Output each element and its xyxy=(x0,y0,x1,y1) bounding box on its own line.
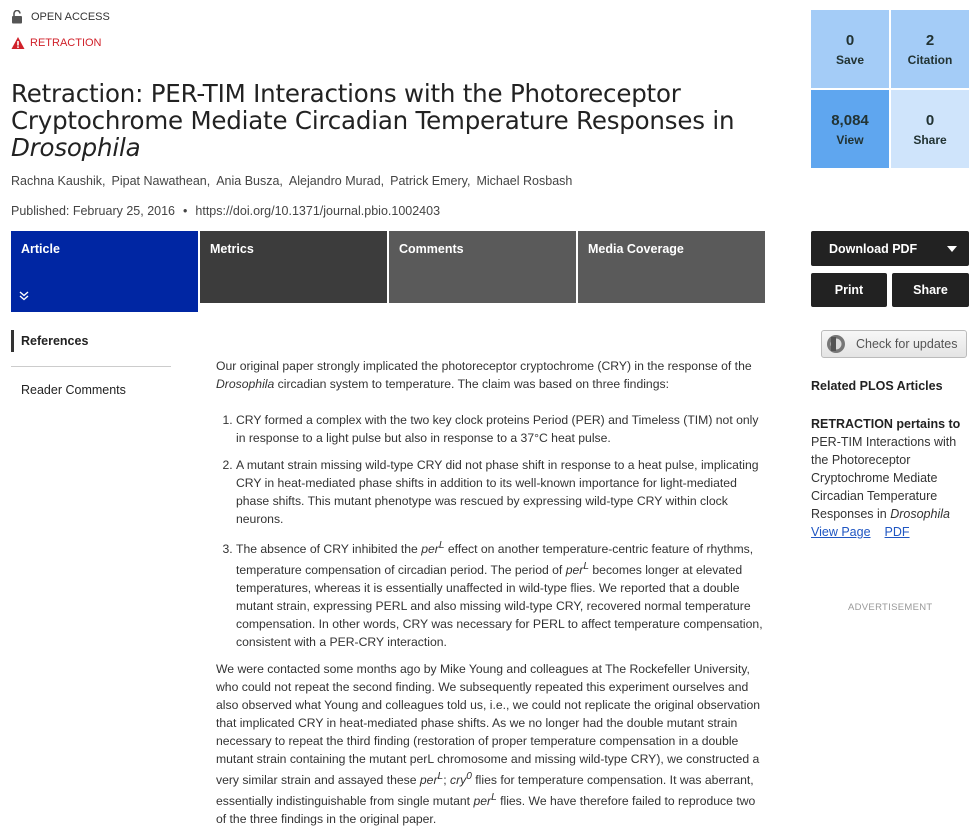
nav-divider xyxy=(11,366,171,367)
tab-comments[interactable] xyxy=(389,231,576,303)
print-button[interactable]: Print xyxy=(811,273,887,307)
metric-save[interactable] xyxy=(811,10,889,88)
metric-citation-count: 2 xyxy=(925,31,935,49)
view-page-link[interactable]: View Page xyxy=(811,525,871,539)
metric-view-label: View xyxy=(836,132,864,147)
publication-info xyxy=(11,204,440,218)
article-metrics xyxy=(811,10,970,169)
tab-comments-label: Comments xyxy=(399,242,464,256)
doi-link[interactable]: https://doi.org/10.1371/journal.pbio.1002403 xyxy=(195,204,441,218)
author-list xyxy=(11,174,578,188)
author-link[interactable]: Rachna Kaushik, xyxy=(11,174,106,188)
metric-share-label: Share xyxy=(913,132,947,147)
pdf-link[interactable]: PDF xyxy=(884,525,910,539)
unlock-icon xyxy=(11,10,23,24)
author-link[interactable]: Patrick Emery, xyxy=(390,174,471,188)
title-italic: Drosophila xyxy=(11,133,141,162)
metric-share-count: 0 xyxy=(925,111,935,129)
author-link[interactable]: Alejandro Murad, xyxy=(288,174,385,188)
page-title xyxy=(11,80,771,161)
share-button[interactable]: Share xyxy=(892,273,969,307)
tab-metrics-label: Metrics xyxy=(210,242,254,256)
tab-article-label: Article xyxy=(21,242,60,256)
related-articles-heading: Related PLOS Articles xyxy=(811,379,943,393)
author-link[interactable]: Ania Busza, xyxy=(216,174,283,188)
findings-list xyxy=(216,411,768,651)
nav-item-references[interactable]: References xyxy=(11,330,171,352)
open-access-badge xyxy=(11,10,110,24)
metric-view-count: 8,084 xyxy=(831,111,869,129)
metric-save-count: 0 xyxy=(845,31,855,49)
tab-metrics[interactable] xyxy=(200,231,387,303)
author-link[interactable]: Pipat Nawathean, xyxy=(111,174,211,188)
check-for-updates-button[interactable] xyxy=(821,330,967,358)
retraction-badge xyxy=(11,36,102,50)
metric-save-label: Save xyxy=(835,52,865,67)
open-access-label: OPEN ACCESS xyxy=(31,11,110,23)
list-item: 3. The absence of CRY inhibited the per$^L$ effect on another temperature-centric feature of rhythms, temperature compensation of circadian period. The period of per$^L$ becomes longer at elevated temperatures, whereas it is essentially unaffected in wild-type flies. We reported that a double mutant strain, expressing PERL and also missing wild-type CRY, recovered normal temperature compensation. In other words, CRY was necessary for PERL to affect temperature compensation, consistent with a PER-CRY interaction. xyxy=(236,537,768,651)
tab-media-coverage[interactable] xyxy=(578,231,765,303)
body-paragraph: We were contacted some months ago by Mike Young and colleagues at The Rockefeller University, who could not repeat the second finding. We subsequently repeated this experiment ourselves and also observed what Young and colleagues told us, i.e., we could not replicate the original observation that implicated CRY in heat-mediated phase shifts. As we no longer had the double mutant strain necessary to repeat the third finding (restoration of proper temperature compensation in a double mutant strain containing the mutant perL chromosome and missing wild-type CRY), we constructed a very similar strain and assayed these per$^L$; cry$^0$ flies for temperature compensation. It was aberrant, essentially indistinguishable from single mutant per$^L$ flies. We have therefore failed to reproduce two of the three findings in the original paper. xyxy=(216,662,761,827)
download-pdf-label: Download PDF xyxy=(829,241,918,256)
title-main: Retraction: PER-TIM Interactions with the Photoreceptor Cryptochrome Mediate Circadian Temperature Responses in xyxy=(11,79,735,135)
crossmark-icon xyxy=(826,334,846,354)
list-item: 2. A mutant strain missing wild-type CRY did not phase shift in response to a heat pulse, implicating CRY in heat-mediated phase shifts in addition to its well-known importance for light-mediated phase shifts. This mutant phenotype was rescued by expressing wild-type CRY within clock neurons. xyxy=(236,456,768,528)
published-date: Published: February 25, 2016 xyxy=(11,204,175,218)
retraction-label: RETRACTION xyxy=(30,37,102,49)
metric-view[interactable] xyxy=(811,90,889,168)
article-body xyxy=(216,357,768,833)
author-link[interactable]: Michael Rosbash xyxy=(476,174,573,188)
related-links xyxy=(811,523,971,541)
body-paragraph: Our original paper strongly implicated the photoreceptor cryptochrome (CRY) in the response of the Drosophila circadian system to temperature. The claim was based on three findings: xyxy=(216,359,752,391)
warning-icon xyxy=(11,36,25,50)
check-updates-label: Check for updates xyxy=(856,337,958,351)
tab-article[interactable] xyxy=(11,231,198,312)
metric-share[interactable] xyxy=(891,90,969,168)
advertisement-label: ADVERTISEMENT xyxy=(848,602,933,613)
caret-down-icon[interactable] xyxy=(947,246,957,252)
tab-media-label: Media Coverage xyxy=(588,242,684,256)
metric-citation[interactable] xyxy=(891,10,969,88)
related-article xyxy=(811,415,971,541)
list-item: 1. CRY formed a complex with the two key clock proteins Period (PER) and Timeless (TIM) not only in response to a light pulse but also in response to a 37°C heat pulse. xyxy=(236,411,768,447)
download-pdf-button[interactable] xyxy=(811,231,969,266)
article-tabs xyxy=(11,231,767,312)
metric-citation-label: Citation xyxy=(907,52,953,67)
section-nav xyxy=(11,330,171,401)
separator-bullet: • xyxy=(183,204,188,218)
chevron-double-down-icon[interactable] xyxy=(19,291,29,304)
nav-item-reader-comments[interactable]: Reader Comments xyxy=(21,383,126,397)
related-title: PER-TIM Interactions with the Photoreceptor Cryptochrome Mediate Circadian Temperature Responses in Drosophila xyxy=(811,435,957,521)
related-pertains: RETRACTION pertains to xyxy=(811,417,961,431)
